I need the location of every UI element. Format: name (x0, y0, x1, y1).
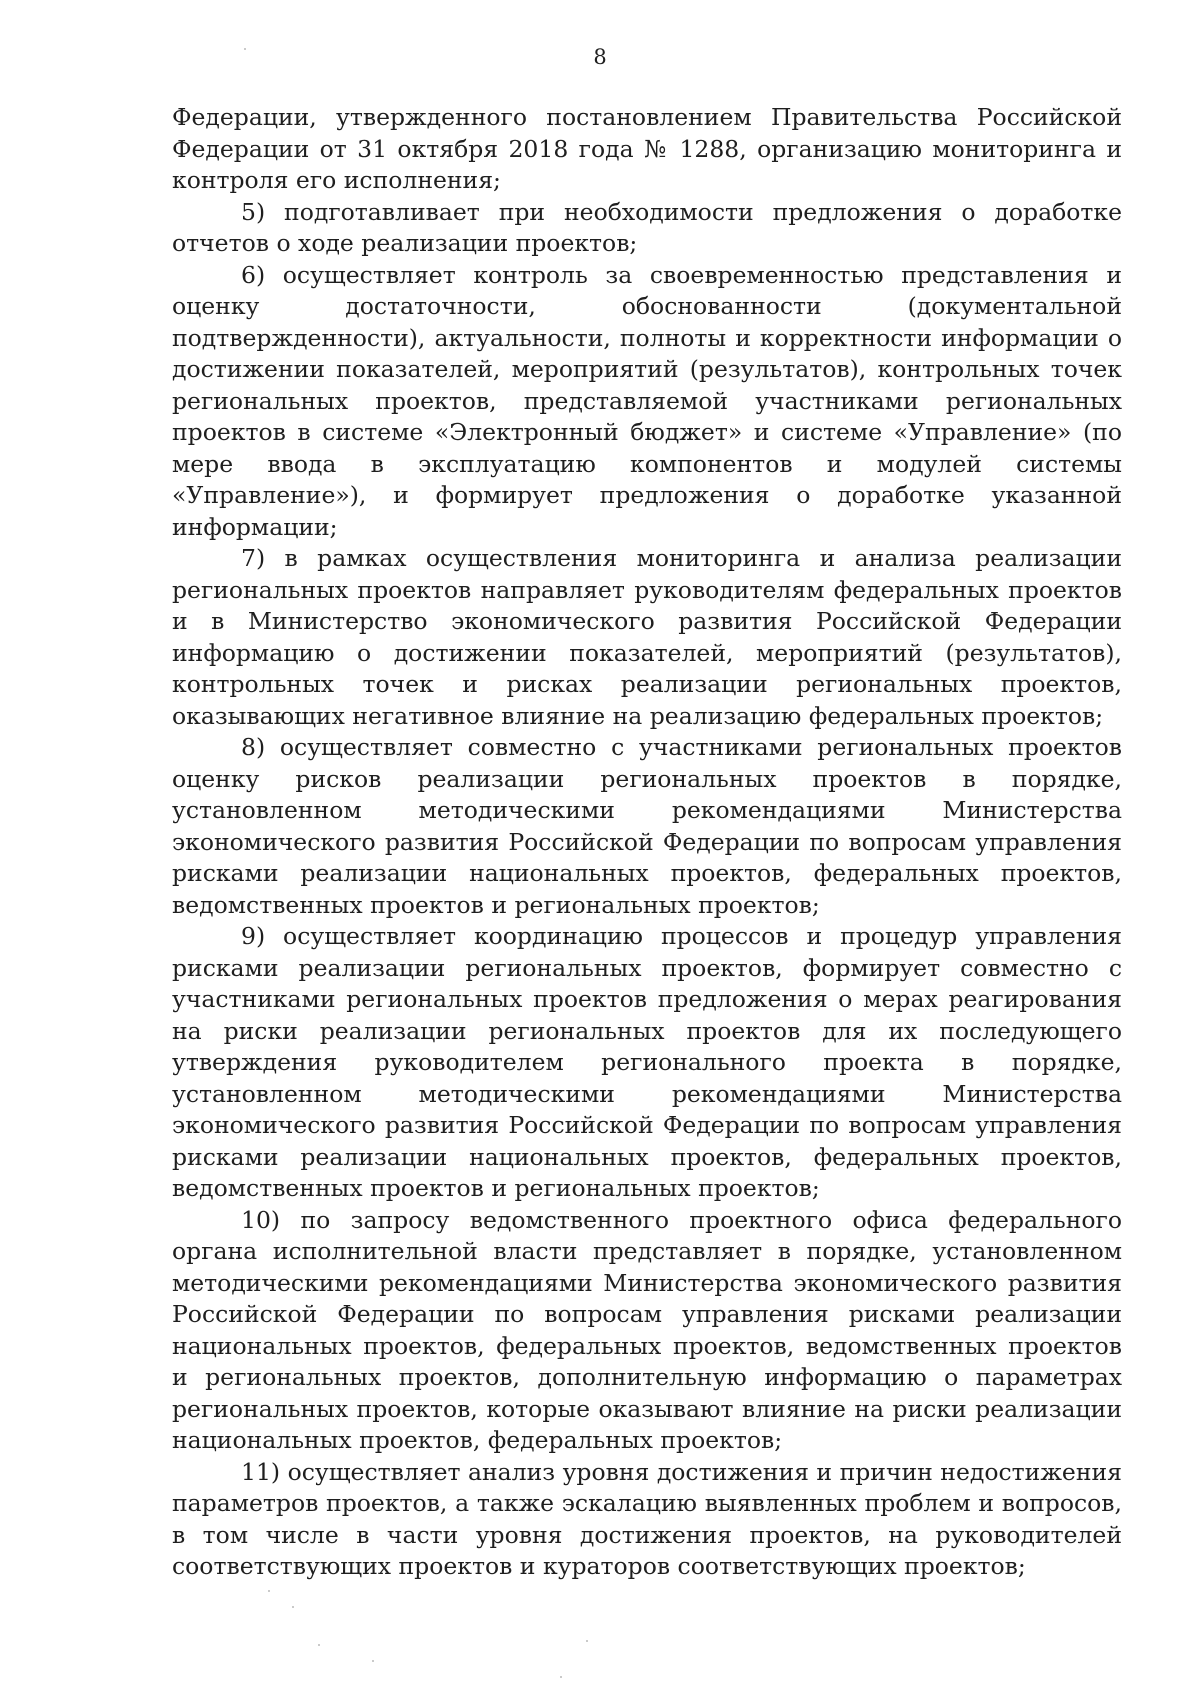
paragraph-item-6: 6) осуществляет контроль за своевременностью представления и оценку достаточности, обоснованности (документальной подтвержденности), актуальности, полноты и корректности информации о достижении показателей, мероприятий (результатов), контрольных точек региональных проектов, представляемой участниками региональных проектов в системе «Электронный бюджет» и системе «Управление» (по мере ввода в эксплуатацию компонентов и модулей системы «Управление»), и формирует предложения о доработке указанной информации; (172, 260, 1122, 541)
paragraph-item-11: 11) осуществляет анализ уровня достижения и причин недостижения параметров проектов, а также эскалацию выявленных проблем и вопросов, в том числе в части уровня достижения проектов, на руководителей соответствующих проектов и кураторов соответствующих проектов; (172, 1457, 1122, 1580)
scan-speck (586, 1640, 588, 1642)
paragraph-continuation: Федерации, утвержденного постановлением Правительства Российской Федерации от 31 октября 2018 года № 1288, организацию мониторинга и контроля его исполнения; (172, 103, 1122, 194)
scan-speck (318, 1644, 320, 1646)
paragraph-item-8: 8) осуществляет совместно с участниками региональных проектов оценку рисков реализации региональных проектов в порядке, установленном методическими рекомендациями Министерства экономического развития Российской Федерации по вопросам управления рисками реализации национальных проектов, федеральных проектов, ведомственных проектов и региональных проектов; (172, 733, 1122, 919)
paragraph-item-9: 9) осуществляет координацию процессов и процедур управления рисками реализации региональных проектов, формирует совместно с участниками региональных проектов предложения о мерах реагирования на риски реализации региональных проектов для их последующего утверждения руководителем регионального проекта в порядке, установленном методическими рекомендациями Министерства экономического развития Российской Федерации по вопросам управления рисками реализации национальных проектов, федеральных проектов, ведомственных проектов и региональных проектов; (172, 922, 1122, 1202)
paragraph-item-10: 10) по запросу ведомственного проектного офиса федерального органа исполнительной власти представляет в порядке, установленном методическими рекомендациями Министерства экономического развития Российской Федерации по вопросам управления рисками реализации национальных проектов, федеральных проектов, ведомственных проектов и региональных проектов, дополнительную информацию о параметрах региональных проектов, которые оказывают влияние на риски реализации национальных проектов, федеральных проектов; (172, 1205, 1122, 1454)
paragraph-item-7: 7) в рамках осуществления мониторинга и анализа реализации региональных проектов направляет руководителям федеральных проектов и в Министерство экономического развития Российской Федерации информацию о достижении показателей, мероприятий (результатов), контрольных точек и рисках реализации региональных проектов, оказывающих негативное влияние на реализацию федеральных проектов; (172, 544, 1122, 730)
paragraph-item-5: 5) подготавливает при необходимости предложения о доработке отчетов о ходе реализации проектов; (172, 197, 1122, 257)
scan-speck (244, 48, 246, 50)
scan-speck (268, 1590, 270, 1592)
document-body (172, 102, 1122, 1583)
scan-speck (292, 1606, 294, 1608)
page-number: 8 (593, 45, 607, 69)
scan-speck (372, 1660, 374, 1662)
scan-speck (560, 1676, 562, 1678)
